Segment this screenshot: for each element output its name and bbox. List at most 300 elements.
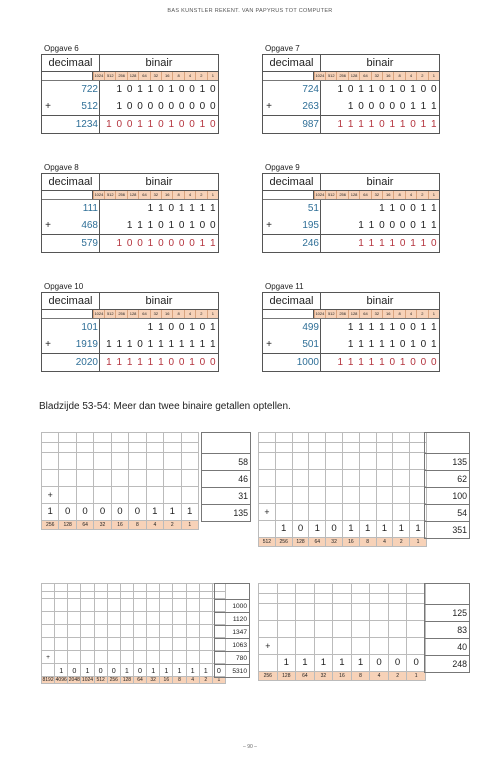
bit: 1: [368, 238, 375, 249]
sum-decimal: 2020: [54, 354, 100, 371]
result-bit: 1: [296, 654, 315, 671]
bit: 1: [126, 339, 133, 350]
bit: 0: [379, 84, 385, 95]
bit: 1: [410, 84, 416, 95]
power-label: 128: [348, 72, 359, 80]
bit: 0: [189, 119, 195, 130]
power-label: 128: [59, 520, 76, 529]
multi-addition-grid: + 1 0 0 0 0 0 1 1 1 256 128 64 32 16 8 4 2 1: [41, 432, 199, 530]
result-bit: 1: [173, 664, 186, 677]
power-label: 4: [405, 310, 416, 318]
decimal-value: 135: [425, 453, 470, 470]
page-footer: – 90 –: [243, 744, 257, 750]
power-label: 1: [181, 520, 198, 529]
binary-header: binair: [366, 176, 394, 188]
addend-a: 101: [54, 319, 100, 336]
result-bit: 0: [59, 503, 76, 520]
bit: 0: [399, 84, 406, 95]
plus-sign: +: [45, 101, 51, 112]
opgave-title: Opgave 10: [44, 282, 84, 291]
decimal-values-column: [424, 583, 470, 673]
bit: 1: [147, 238, 154, 249]
opgave-title: Opgave 9: [265, 163, 300, 172]
bit: 1: [210, 339, 216, 350]
bit: 1: [158, 339, 164, 350]
power-label: 256: [336, 191, 347, 199]
power-label: 64: [359, 191, 370, 199]
bit: 1: [379, 203, 385, 214]
bit: 1: [399, 357, 406, 368]
power-label: 512: [94, 677, 107, 684]
result-bit: 0: [326, 520, 343, 537]
bit: 1: [347, 322, 354, 333]
bit: 0: [178, 84, 185, 95]
bit: 1: [137, 357, 143, 368]
section-title: Bladzijde 53-54: Meer dan twee binaire getallen optellen.: [39, 401, 291, 412]
power-label: 128: [127, 191, 138, 199]
bit: 0: [410, 322, 416, 333]
plus-sign: +: [45, 339, 51, 350]
power-label: 1024: [94, 73, 104, 78]
bit: 1: [368, 322, 375, 333]
bit: 1: [158, 357, 164, 368]
result-bit: 1: [314, 654, 333, 671]
bit: 1: [116, 238, 123, 249]
bit: 1: [210, 322, 216, 333]
bit: 1: [147, 357, 154, 368]
decimal-value: 31: [202, 487, 251, 504]
bit: 1: [106, 339, 112, 350]
bit: 0: [399, 220, 406, 231]
power-label: 1: [207, 72, 218, 80]
result-bit: 1: [342, 520, 359, 537]
bit: 1: [137, 84, 143, 95]
bit: 1: [420, 220, 427, 231]
bit: 0: [178, 101, 185, 112]
opgave-7: [262, 44, 440, 134]
bit: 0: [347, 84, 354, 95]
bit: 0: [189, 84, 195, 95]
power-label: 16: [161, 72, 172, 80]
power-label: 128: [292, 537, 309, 546]
bit: 0: [168, 101, 175, 112]
power-label: 1024: [315, 73, 325, 78]
power-label: 8: [359, 537, 376, 546]
power-label: 1024: [81, 677, 94, 684]
plus-sign: +: [266, 339, 272, 350]
bit: 1: [168, 339, 175, 350]
bit: 1: [347, 357, 354, 368]
power-label: 32: [371, 310, 382, 318]
addend-a: 111: [54, 200, 100, 217]
power-label: 128: [120, 677, 133, 684]
bit: 1: [358, 84, 364, 95]
result-bit: 0: [133, 664, 146, 677]
bit: 1: [337, 357, 344, 368]
bit: 1: [410, 339, 416, 350]
opgave-11: [262, 282, 440, 372]
decimal-header: decimaal: [263, 55, 321, 71]
bit: 0: [199, 322, 206, 333]
bit: 1: [389, 84, 396, 95]
power-label: 512: [325, 310, 336, 318]
bit: 0: [126, 101, 133, 112]
addend-a: 499: [275, 319, 321, 336]
power-label: 1024: [94, 192, 104, 197]
power-label: 16: [333, 671, 352, 680]
power-label: 4096: [55, 677, 67, 684]
decimal-value: 62: [425, 470, 470, 487]
addend-b: 195: [275, 217, 321, 234]
bit: 1: [420, 322, 427, 333]
decimal-values-column: [214, 583, 250, 678]
decimal-value: 54: [425, 504, 470, 521]
power-label: 32: [150, 191, 161, 199]
bit: 1: [189, 339, 195, 350]
power-label: 64: [138, 72, 149, 80]
decimal-value: 1000: [215, 600, 250, 613]
bit: 1: [368, 84, 375, 95]
binary-header: binair: [145, 176, 173, 188]
decimal-value: 125: [425, 604, 470, 621]
bit: 0: [210, 84, 216, 95]
bit: 1: [389, 339, 396, 350]
power-label: 8: [393, 72, 404, 80]
bit: 0: [199, 357, 206, 368]
bit: 1: [347, 339, 354, 350]
power-label: 2048: [68, 677, 80, 684]
bit: 0: [410, 357, 416, 368]
power-label: 512: [104, 191, 115, 199]
result-bit: 1: [199, 664, 212, 677]
addend-a: 51: [275, 200, 321, 217]
power-label: 8: [129, 520, 146, 529]
bit: 0: [399, 238, 406, 249]
bit: 0: [389, 101, 396, 112]
bit: 0: [168, 203, 175, 214]
power-label: 8: [172, 72, 183, 80]
power-label: 32: [150, 72, 161, 80]
bit: 0: [420, 84, 427, 95]
power-label: 4: [376, 537, 393, 546]
power-label: 1: [428, 72, 439, 80]
bit: 1: [420, 101, 427, 112]
result-bit: 1: [160, 664, 173, 677]
sum-decimal: 1000: [275, 354, 321, 371]
bit: 0: [358, 101, 364, 112]
decimal-value: 46: [202, 470, 251, 487]
decimal-value: 40: [425, 638, 470, 655]
decimal-value: 135: [202, 504, 251, 521]
bit: 0: [431, 238, 437, 249]
multi-addition-grid: + 1 1 1 1 1 0 0 0 256 128 64 32 16 8 4 2 1: [258, 583, 426, 681]
power-label: 1: [410, 537, 427, 546]
result-bit: 0: [76, 503, 93, 520]
page-header: BAS KUNSTLER REKENT. VAN PAPYRUS TOT COMPUTER: [167, 8, 333, 14]
opgave-title: Opgave 11: [265, 282, 304, 291]
bit: 1: [116, 339, 123, 350]
bit: 1: [358, 220, 364, 231]
bit: 1: [368, 339, 375, 350]
bit: 1: [137, 220, 143, 231]
bit: 1: [199, 119, 206, 130]
bit: 1: [116, 84, 123, 95]
power-label: 1024: [315, 311, 325, 316]
power-label: 1: [407, 671, 426, 680]
bit: 1: [126, 357, 133, 368]
result-bit: 1: [309, 520, 326, 537]
bit: 0: [137, 339, 143, 350]
bit: 1: [158, 203, 164, 214]
power-label: 16: [342, 537, 359, 546]
power-label: 256: [275, 537, 292, 546]
bit: 1: [147, 339, 154, 350]
result-bit: 1: [186, 664, 199, 677]
bit: 0: [158, 101, 164, 112]
sum-decimal: 987: [275, 116, 321, 133]
bit: 1: [358, 339, 364, 350]
power-label: 4: [405, 191, 416, 199]
result-bit: 0: [388, 654, 407, 671]
bit: 0: [158, 220, 164, 231]
power-label: 32: [314, 671, 333, 680]
bit: 1: [147, 220, 154, 231]
power-label: 256: [259, 671, 278, 680]
bit: 0: [137, 101, 143, 112]
decimal-header: decimaal: [263, 293, 321, 309]
bit: 0: [178, 119, 185, 130]
result-bit: 1: [120, 664, 133, 677]
decimal-header: decimaal: [42, 293, 100, 309]
opgave-9: [262, 163, 440, 253]
bit: 1: [189, 203, 195, 214]
power-label: 2: [416, 72, 427, 80]
power-label: 16: [111, 520, 128, 529]
power-label: 8: [172, 191, 183, 199]
result-bit: 1: [277, 654, 296, 671]
result-bit: 1: [181, 503, 198, 520]
bit: 1: [116, 357, 123, 368]
bit: 0: [399, 322, 406, 333]
decimal-values-column: [201, 432, 251, 522]
power-label: 32: [326, 537, 343, 546]
power-label: 256: [336, 310, 347, 318]
power-label: 1: [428, 191, 439, 199]
bit: 1: [189, 322, 195, 333]
decimal-value: 248: [425, 655, 470, 672]
plus-sign: +: [266, 220, 272, 231]
decimal-values-column: [424, 432, 470, 539]
power-label: 16: [161, 191, 172, 199]
bit: 0: [399, 203, 406, 214]
power-label: 64: [359, 310, 370, 318]
sum-decimal: 579: [54, 235, 100, 252]
power-label: 64: [76, 520, 93, 529]
multi-addition-grid: + 1 0 1 0 1 1 1 1 1 512 256 128 64 32 16 8 4 2 1: [258, 432, 427, 547]
binary-header: binair: [145, 57, 173, 69]
bit: 1: [199, 84, 206, 95]
decimal-value: 5310: [215, 665, 250, 678]
power-label: 32: [371, 72, 382, 80]
multi-addition-grid: + 1 0 1 0 0 1 0 1 1 1 1 1 0 8192 4096 2048 1024 512 256 128 64 32 16 8 4 2 1: [41, 583, 226, 684]
bit: 1: [431, 119, 437, 130]
power-label: 128: [277, 671, 296, 680]
power-label: 256: [115, 191, 126, 199]
power-label: 32: [147, 677, 160, 684]
plus-sign: +: [266, 101, 272, 112]
power-label: 1: [428, 310, 439, 318]
plus-sign: +: [45, 220, 51, 231]
bit: 1: [147, 119, 154, 130]
result-bit: 0: [212, 664, 225, 677]
bit: 1: [137, 119, 143, 130]
bit: 0: [199, 220, 206, 231]
bit: 0: [168, 322, 175, 333]
power-label: 64: [296, 671, 315, 680]
result-bit: 0: [107, 664, 120, 677]
bit: 1: [358, 322, 364, 333]
power-label: 1024: [315, 192, 325, 197]
bit: 1: [347, 101, 354, 112]
bit: 1: [168, 220, 175, 231]
bit: 0: [158, 238, 164, 249]
power-label: 2: [388, 671, 407, 680]
power-label: 4: [405, 72, 416, 80]
bit: 0: [420, 339, 427, 350]
bit: 0: [116, 119, 123, 130]
power-label: 16: [161, 310, 172, 318]
bit: 1: [199, 339, 206, 350]
result-bit: 1: [147, 664, 160, 677]
power-label: 4: [184, 191, 195, 199]
sum-decimal: 246: [275, 235, 321, 252]
result-bit: 1: [55, 664, 68, 677]
decimal-value: 1063: [215, 639, 250, 652]
addend-b: 512: [54, 98, 100, 115]
bit: 0: [379, 119, 385, 130]
bit: 0: [389, 357, 396, 368]
addend-a: 722: [54, 81, 100, 98]
bit: 0: [126, 238, 133, 249]
bit: 1: [368, 357, 375, 368]
bit: 0: [410, 203, 416, 214]
power-label: 8: [351, 671, 370, 680]
power-label: 256: [115, 310, 126, 318]
power-label: 128: [127, 310, 138, 318]
bit: 1: [431, 322, 437, 333]
bit: 1: [106, 357, 112, 368]
bit: 0: [126, 119, 133, 130]
bit: 1: [147, 203, 154, 214]
power-label: 2: [393, 537, 410, 546]
power-label: 64: [359, 72, 370, 80]
bit: 1: [399, 119, 406, 130]
bit: 1: [358, 357, 364, 368]
bit: 0: [431, 84, 437, 95]
bit: 1: [431, 220, 437, 231]
opgave-8: [41, 163, 219, 253]
bit: 0: [147, 101, 154, 112]
bit: 1: [410, 238, 416, 249]
result-bit: [42, 664, 55, 677]
bit: 0: [210, 220, 216, 231]
addend-a: 724: [275, 81, 321, 98]
bit: 0: [210, 119, 216, 130]
bit: 0: [168, 357, 175, 368]
bit: 1: [126, 220, 133, 231]
result-bit: 0: [68, 664, 81, 677]
bit: 0: [431, 357, 437, 368]
bit: 1: [158, 322, 164, 333]
power-label: 1: [212, 677, 225, 684]
bit: 1: [347, 119, 354, 130]
result-bit: 1: [351, 654, 370, 671]
bit: 0: [379, 101, 385, 112]
power-label: 32: [371, 191, 382, 199]
bit: 0: [368, 101, 375, 112]
power-label: 8192: [42, 677, 54, 684]
result-bit: 0: [111, 503, 128, 520]
bit: 0: [410, 119, 416, 130]
power-label: 256: [336, 72, 347, 80]
power-label: 8: [393, 310, 404, 318]
power-label: 2: [164, 520, 181, 529]
power-label: 64: [133, 677, 146, 684]
result-bit: 0: [292, 520, 309, 537]
binary-header: binair: [366, 295, 394, 307]
bit: 1: [389, 119, 396, 130]
bit: 0: [126, 84, 133, 95]
bit: 0: [210, 357, 216, 368]
decimal-value: 83: [425, 621, 470, 638]
bit: 1: [147, 322, 154, 333]
power-label: 16: [160, 677, 173, 684]
result-bit: 1: [146, 503, 163, 520]
bit: 0: [399, 101, 406, 112]
power-label: 8: [173, 677, 186, 684]
result-bit: 0: [94, 664, 107, 677]
bit: 1: [199, 203, 206, 214]
bit: 1: [420, 238, 427, 249]
power-label: 8: [393, 191, 404, 199]
bit: 0: [137, 238, 143, 249]
power-label: 2: [195, 310, 206, 318]
power-label: 256: [115, 72, 126, 80]
bit: 1: [389, 238, 396, 249]
bit: 1: [106, 119, 112, 130]
opgave-title: Opgave 6: [44, 44, 79, 53]
bit: 1: [379, 357, 385, 368]
bit: 1: [431, 339, 437, 350]
bit: 0: [199, 101, 206, 112]
power-label: 512: [104, 310, 115, 318]
bit: 0: [178, 220, 185, 231]
power-label: 2: [199, 677, 212, 684]
result-bit: 0: [370, 654, 389, 671]
bit: 1: [337, 119, 344, 130]
opgave-title: Opgave 7: [265, 44, 300, 53]
bit: 1: [379, 339, 385, 350]
result-bit: 0: [407, 654, 426, 671]
power-label: 512: [104, 72, 115, 80]
bit: 1: [368, 119, 375, 130]
bit: 1: [379, 322, 385, 333]
bit: 0: [379, 220, 385, 231]
bit: 1: [147, 84, 154, 95]
result-bit: 0: [94, 503, 111, 520]
power-label: 4: [370, 671, 389, 680]
decimal-value: 780: [215, 652, 250, 665]
